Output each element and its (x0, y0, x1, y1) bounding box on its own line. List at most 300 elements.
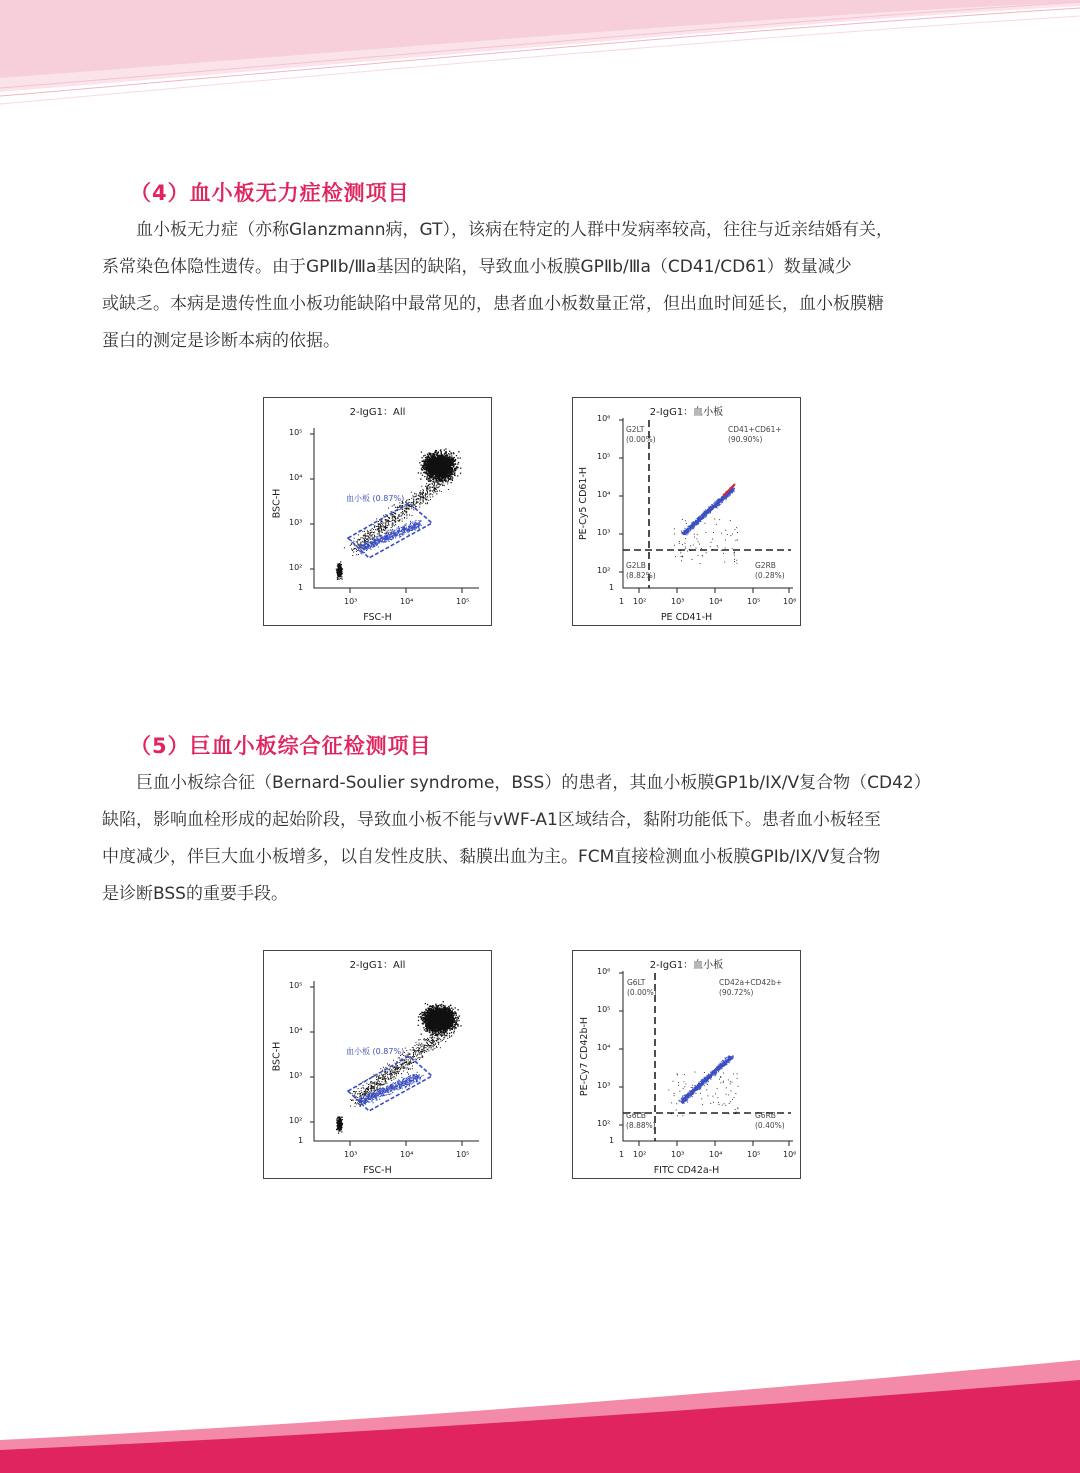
event-dot (420, 499, 421, 500)
event-dot (696, 539, 697, 540)
event-dot (406, 513, 407, 514)
event-dot (395, 524, 396, 525)
event-dot (379, 534, 380, 535)
event-dot (431, 494, 432, 495)
event-dot (406, 518, 407, 519)
event-dot (429, 490, 430, 491)
event-dot (444, 469, 445, 470)
event-dot (395, 519, 396, 520)
event-dot (337, 573, 338, 574)
gated-event-dot (703, 512, 704, 513)
event-dot (401, 515, 402, 516)
event-dot (425, 495, 426, 496)
event-dot (727, 534, 728, 535)
event-dot (737, 532, 738, 533)
gated-event-dot (411, 528, 412, 529)
event-dot (401, 516, 402, 517)
event-dot (428, 462, 429, 463)
event-dot (402, 513, 403, 514)
event-dot (451, 463, 452, 464)
event-dot (435, 476, 436, 477)
gated-event-dot (366, 541, 367, 542)
event-dot (375, 529, 376, 530)
event-dot (444, 473, 445, 474)
event-dot (422, 492, 423, 493)
event-dot (456, 468, 457, 469)
event-dot (734, 552, 735, 553)
gated-event-dot (419, 521, 420, 522)
gated-event-dot (705, 517, 706, 518)
event-dot (440, 484, 441, 485)
event-dot (382, 532, 383, 533)
event-dot (732, 548, 733, 549)
event-dot (391, 511, 392, 512)
text-line: 或缺乏。本病是遗传性血小板功能缺陷中最常见的，患者血小板数量正常，但出血时间延长，血小板膜糖 (102, 294, 884, 314)
event-dot (434, 461, 435, 462)
gated-event-dot (385, 539, 386, 540)
gated-event-dot (415, 520, 416, 521)
event-dot (440, 470, 441, 471)
event-dot (429, 486, 430, 487)
gated-event-dot (401, 531, 402, 532)
event-dot (367, 542, 368, 543)
event-dot (340, 573, 341, 574)
gated-event-dot (389, 537, 390, 538)
event-dot (433, 475, 434, 476)
gated-event-dot (387, 532, 388, 533)
event-dot (411, 502, 412, 503)
event-dot (441, 479, 442, 480)
event-dot (404, 506, 405, 507)
event-dot (692, 559, 693, 560)
event-dot (377, 534, 378, 535)
gated-event-dot (399, 534, 400, 535)
event-dot (401, 512, 402, 513)
event-dot (451, 478, 452, 479)
event-dot (352, 550, 353, 551)
gated-event-dot (402, 533, 403, 534)
event-dots (674, 519, 738, 564)
section-4-title: （4）血小板无力症检测项目 (130, 181, 410, 205)
gated-event-dot (686, 534, 687, 535)
gated-event-dot (371, 545, 372, 546)
gated-event-dot (414, 527, 415, 528)
event-dot (391, 515, 392, 516)
event-dot (392, 514, 393, 515)
event-dot (340, 561, 341, 562)
event-dot (449, 475, 450, 476)
gated-event-dot (373, 544, 374, 545)
event-dot (690, 550, 691, 551)
event-dot (379, 530, 380, 531)
event-dot (441, 461, 442, 462)
event-dot (362, 531, 363, 532)
event-dot (397, 518, 398, 519)
gated-event-dot (360, 551, 361, 552)
event-dot (367, 538, 368, 539)
event-dot (353, 552, 354, 553)
event-dot (460, 468, 461, 469)
event-dot (411, 492, 412, 493)
event-dot (426, 470, 427, 471)
gated-event-dot (400, 536, 401, 537)
gated-event-dot (386, 538, 387, 539)
event-dot (424, 476, 425, 477)
gated-event-dot (396, 532, 397, 533)
event-dot (687, 551, 688, 552)
event-dot (380, 524, 381, 525)
event-dot (681, 531, 682, 532)
event-dot (436, 489, 437, 490)
gated-event-dot (386, 535, 387, 536)
gated-event-dot (393, 531, 394, 532)
event-dot (447, 484, 448, 485)
event-dot (682, 544, 683, 545)
event-dot (381, 523, 382, 524)
event-dot (436, 471, 437, 472)
event-dot (418, 498, 419, 499)
event-dot (404, 508, 405, 509)
event-dot (368, 536, 369, 537)
event-dot (373, 529, 374, 530)
event-dot (427, 492, 428, 493)
gated-event-dot (391, 532, 392, 533)
event-dot (370, 532, 371, 533)
text-line: 血小板无力症（亦称Glanzmann病，GT），该病在特定的人群中发病率较高，往往与近亲结婚有关， (136, 220, 893, 240)
event-dot (721, 533, 722, 534)
event-dot (432, 491, 433, 492)
gated-event-dot (402, 535, 403, 536)
event-dot (381, 531, 382, 532)
event-dot (368, 531, 369, 532)
gated-event-dot (379, 540, 380, 541)
event-dot (443, 457, 444, 458)
event-dot (434, 460, 435, 461)
event-dot (712, 549, 713, 550)
event-dot (445, 477, 446, 478)
gated-event-dot (388, 537, 389, 538)
event-dot (421, 452, 422, 453)
event-dot (336, 569, 337, 570)
gated-event-dot (415, 526, 416, 527)
gated-event-dot (721, 498, 722, 499)
event-dot (432, 458, 433, 459)
event-dot (373, 532, 374, 533)
event-dot (358, 545, 359, 546)
event-dot (445, 461, 446, 462)
event-dot (370, 533, 371, 534)
gated-event-dot (380, 538, 381, 539)
gated-event-dot (408, 532, 409, 533)
event-dot (423, 500, 424, 501)
event-dot (711, 542, 712, 543)
event-dot (351, 543, 352, 544)
event-dot (425, 468, 426, 469)
event-dot (713, 532, 714, 533)
event-dot (453, 470, 454, 471)
event-dot (392, 506, 393, 507)
event-dot (419, 492, 420, 493)
y-tick: 10² (289, 563, 303, 572)
event-dot (441, 491, 442, 492)
event-dot (422, 461, 423, 462)
event-dot (451, 482, 452, 483)
event-dot (721, 550, 722, 551)
event-dot (442, 480, 443, 481)
event-dot (427, 497, 428, 498)
event-dot (446, 480, 447, 481)
x-axis-label: FSC-H (363, 612, 392, 623)
event-dot (424, 464, 425, 465)
gated-event-dot (374, 541, 375, 542)
event-dot (423, 497, 424, 498)
event-dot (435, 482, 436, 483)
event-dot (379, 535, 380, 536)
event-dot (423, 455, 424, 456)
event-dot (426, 499, 427, 500)
event-dot (414, 496, 415, 497)
event-dot (388, 522, 389, 523)
event-dot (341, 574, 342, 575)
event-dot (380, 528, 381, 529)
event-dot (685, 548, 686, 549)
gated-event-dot (371, 543, 372, 544)
event-dot (719, 519, 720, 520)
event-dot (457, 464, 458, 465)
event-dot (453, 466, 454, 467)
gated-event-dot (688, 532, 689, 533)
gated-event-dot (372, 541, 373, 542)
event-dot (394, 516, 395, 517)
event-dot (395, 507, 396, 508)
event-dot (437, 478, 438, 479)
gated-event-dot (402, 527, 403, 528)
event-dot (424, 498, 425, 499)
gated-event-dot (361, 548, 362, 549)
event-dot (427, 454, 428, 455)
gated-event-dot (694, 525, 695, 526)
gated-event-dot (368, 545, 369, 546)
event-dot (364, 539, 365, 540)
event-dot (423, 472, 424, 473)
event-dot (380, 522, 381, 523)
gated-event-dot (377, 543, 378, 544)
event-dot (430, 499, 431, 500)
event-dot (338, 574, 339, 575)
gated-event-dot (381, 541, 382, 542)
event-dot (427, 503, 428, 504)
event-dot (439, 476, 440, 477)
event-dot (338, 566, 339, 567)
event-dot (420, 504, 421, 505)
event-dot (378, 526, 379, 527)
event-dot (440, 455, 441, 456)
event-dot (423, 493, 424, 494)
event-dot (451, 453, 452, 454)
event-dot (395, 513, 396, 514)
gated-event-dot (412, 528, 413, 529)
gated-event-dot (417, 526, 418, 527)
event-dot (422, 489, 423, 490)
event-dot (357, 542, 358, 543)
event-dot (430, 480, 431, 481)
event-dot (439, 474, 440, 475)
event-dot (430, 463, 431, 464)
event-dot (365, 538, 366, 539)
event-dot (420, 494, 421, 495)
event-dot (425, 494, 426, 495)
gated-event-dot (415, 529, 416, 530)
event-dot (437, 482, 438, 483)
event-dot (430, 484, 431, 485)
event-dot (702, 555, 703, 556)
event-dots (336, 448, 462, 580)
event-dot (725, 540, 726, 541)
event-dot (393, 517, 394, 518)
gated-event-dot (378, 540, 379, 541)
event-dot (409, 499, 410, 500)
event-dot (338, 569, 339, 570)
gated-event-dot (375, 543, 376, 544)
event-dot (427, 476, 428, 477)
event-dot (698, 555, 699, 556)
event-dot (439, 458, 440, 459)
event-dot (442, 464, 443, 465)
event-dot (417, 501, 418, 502)
text-line: 系常染色体隐性遗传。由于GPⅡb/Ⅲa基因的缺陷，导致血小板膜GPⅡb/Ⅲa（CD41/CD61）数量减少 (102, 257, 852, 277)
event-dot (406, 515, 407, 516)
event-dot (430, 459, 431, 460)
event-dot (440, 467, 441, 468)
event-dot (734, 559, 735, 560)
event-dot (452, 471, 453, 472)
gated-event-dot (368, 546, 369, 547)
event-dot (439, 484, 440, 485)
event-dot (435, 462, 436, 463)
y-tick: 1 (298, 583, 304, 592)
event-dot (392, 518, 393, 519)
gated-event-dot (381, 537, 382, 538)
x-tick: 10⁴ (400, 597, 414, 606)
event-dot (420, 502, 421, 503)
event-dot (734, 555, 735, 556)
event-dot (386, 520, 387, 521)
event-dot (442, 455, 443, 456)
event-dot (416, 506, 417, 507)
event-dot (732, 534, 733, 535)
event-dot (356, 554, 357, 555)
gated-event-dot (385, 534, 386, 535)
event-dot (435, 457, 436, 458)
event-dot (398, 515, 399, 516)
gated-event-dot (363, 548, 364, 549)
gated-event-dot (398, 532, 399, 533)
event-dot (439, 483, 440, 484)
event-dot (421, 457, 422, 458)
gated-event-dot (717, 507, 718, 508)
event-dot (360, 539, 361, 540)
event-dot (456, 466, 457, 467)
event-dot (437, 470, 438, 471)
event-dot (700, 563, 701, 564)
event-dot (428, 484, 429, 485)
event-dot (416, 500, 417, 501)
gated-event-dot (729, 495, 730, 496)
header-wave-decoration (0, 0, 1080, 110)
gated-event-dot (691, 523, 692, 524)
event-dot (452, 474, 453, 475)
event-dot (393, 525, 394, 526)
event-dot (378, 525, 379, 526)
event-dot (367, 539, 368, 540)
event-dot (439, 464, 440, 465)
event-dot (441, 481, 442, 482)
event-dot (337, 571, 338, 572)
gated-event-dot (397, 528, 398, 529)
event-dot (426, 459, 427, 460)
event-dot (449, 461, 450, 462)
event-dot (362, 537, 363, 538)
event-dot (734, 552, 735, 553)
event-dot (413, 499, 414, 500)
event-dot (453, 465, 454, 466)
gated-event-dot (410, 526, 411, 527)
event-dot (696, 548, 697, 549)
gated-event-dot (388, 534, 389, 535)
event-dot (392, 523, 393, 524)
event-dot (730, 520, 731, 521)
event-dot (409, 509, 410, 510)
event-dot (675, 556, 676, 557)
event-dot (701, 548, 702, 549)
event-dot (457, 475, 458, 476)
event-dot (420, 479, 421, 480)
event-dot (432, 481, 433, 482)
event-dot (377, 530, 378, 531)
event-dot (442, 470, 443, 471)
event-dot (372, 537, 373, 538)
event-dot (412, 495, 413, 496)
event-dot (351, 540, 352, 541)
event-dot (429, 494, 430, 495)
gated-event-dot (421, 525, 422, 526)
event-dot (706, 552, 707, 553)
event-dot (447, 470, 448, 471)
gated-event-dot (710, 509, 711, 510)
event-dot (441, 466, 442, 467)
gated-event-dot (384, 541, 385, 542)
event-dot (432, 479, 433, 480)
event-dot (413, 496, 414, 497)
event-dot (706, 532, 707, 533)
gated-event-dot (370, 548, 371, 549)
event-dot (406, 509, 407, 510)
event-dot (444, 478, 445, 479)
gated-event-dot (376, 545, 377, 546)
event-dot (444, 485, 445, 486)
event-dot (699, 544, 700, 545)
event-dot (395, 522, 396, 523)
gated-event-dot (395, 535, 396, 536)
event-dot (435, 452, 436, 453)
gated-event-dot (401, 534, 402, 535)
event-dot (450, 470, 451, 471)
gated-event-dot (399, 537, 400, 538)
event-dot (694, 534, 695, 535)
event-dot (387, 527, 388, 528)
event-dot (723, 553, 724, 554)
event-dot (399, 507, 400, 508)
